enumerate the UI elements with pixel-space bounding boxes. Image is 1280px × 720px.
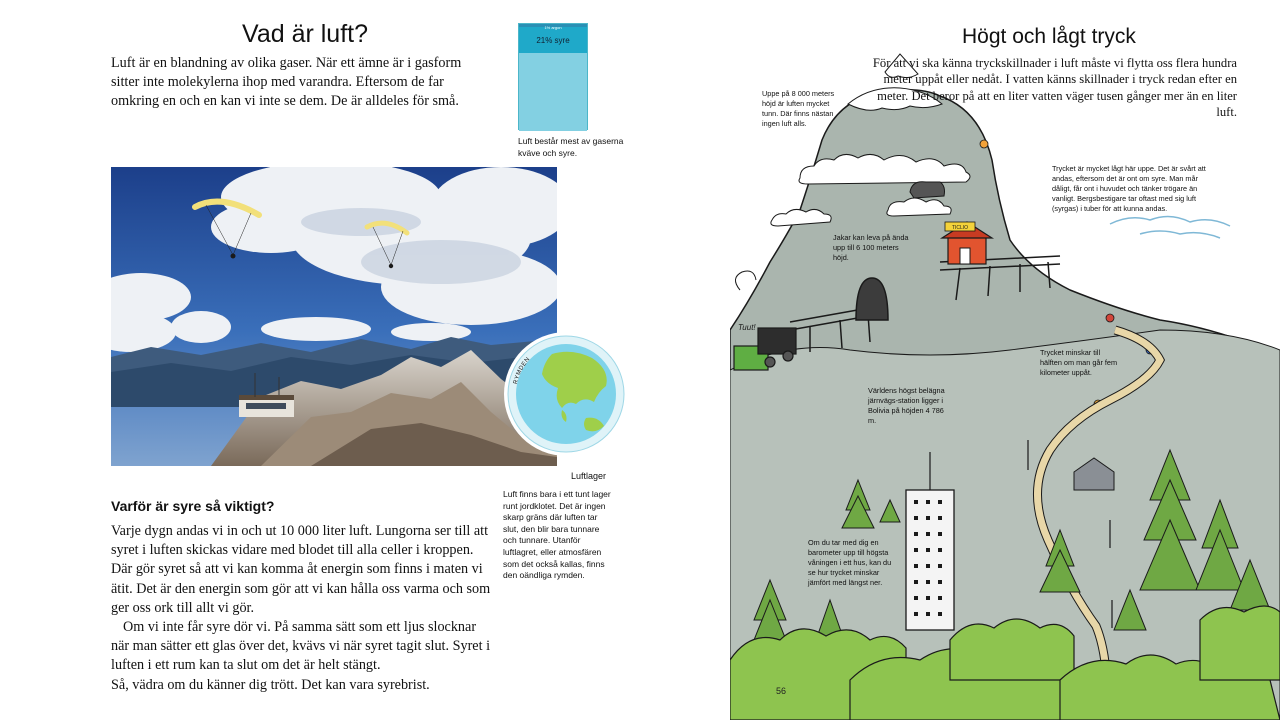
body-paragraph: Om vi inte får syre dör vi. På samma sätt som ett ljus slocknar när man sätter ett glas över det, kvävs vi när syret tagit slut. Syret i luften i ett rum kan ta slut om det är helt stängt. (111, 619, 491, 674)
atmosphere-label: Luftlager (571, 471, 607, 481)
body-paragraph: Varje dygn andas vi in och ut 10 000 liter luft. Lungorna ser till att syret i luften skickas vidare med blodet till alla celler i kroppen. Där gör syret så att vi kan komma åt energin som finns i maten vi ätit. Det är den energin som gör att vi kan hålla oss varma och som ger oss ork till allt vi gör. (111, 523, 491, 616)
annotation-yaks: Jakar kan leva på ända upp till 6 100 meters höjd. (833, 233, 909, 262)
paragliders-photo (111, 167, 557, 466)
air-composition-bar (518, 23, 588, 130)
globe-caption: Luft finns bara i ett tunt lager runt jordklotet. Det är ingen skarp gräns där luften tar slut, den blir bara tunnare och tunnare. Utanför luftlagret, eller atmosfären som det också kallas, finns den oändliga rymden. (503, 489, 611, 581)
page-number: 56 (776, 686, 787, 696)
annotation-barometer: Om du tar med dig en barometer upp till högsta våningen i ett hus, kan du se hur trycket minskar jämfört med längst ner. (808, 538, 892, 587)
right-page (730, 0, 1280, 720)
annotation-railway-station: Världens högst belägna järnvägs-station ligger i Bolivia på höjden 4 786 m. (868, 386, 945, 425)
argon-label: 1% argon (544, 25, 562, 30)
nitrogen-segment (519, 53, 587, 131)
body-text-left (111, 522, 491, 695)
body-paragraph: Så, vädra om du känner dig trött. Det kan vara syrebrist. (111, 676, 430, 693)
annotation-low-pressure: Trycket är mycket lågt här uppe. Det är svårt att andas, eftersom det är ont om syre. Man mår dåligt, får ont i huvudet och tänker trögare än vanligt. Bergsbestigare tar oftast med sig luft (syrgas) i tuber för att kunna andas. (1052, 164, 1206, 213)
page-title-left: Vad är luft? (242, 20, 369, 48)
train-sound: Tuut! (738, 323, 756, 332)
section-heading: Varför är syre så viktigt? (111, 498, 275, 514)
bar-caption: Luft består mest av gaserna kväve och syre. (518, 136, 624, 158)
annotation-8000m: Uppe på 8 000 meters höjd är luften mycket tunn. Där finns nästan ingen luft alls. (762, 89, 835, 128)
page-title-right: Högt och lågt tryck (962, 25, 1136, 48)
globe-arc-label: RYMDEN (512, 356, 532, 385)
earth-globe-illustration (502, 330, 630, 458)
oxygen-label: 21% syre (536, 36, 570, 45)
intro-paragraph-right: För att vi ska känna tryckskillnader i luft måste vi flytta oss flera hundra meter uppåt eller nedåt. I vatten känns skillnader i tryck redan efter en meter. Det beror på att en liter vatten väger tusen gånger mer än en liter luft. (872, 56, 1237, 119)
intro-paragraph-left: Luft är en blandning av olika gaser. När ett ämne är i gasform sitter inte molekylerna ihop med varandra. Eftersom de far omkring en och en kan vi inte se dem. De är alldeles för små. (111, 55, 462, 109)
annotation-half-pressure: Trycket minskar till hälften om man går fem kilometer uppåt. (1040, 348, 1118, 377)
station-sign: TICLIO (951, 225, 969, 231)
